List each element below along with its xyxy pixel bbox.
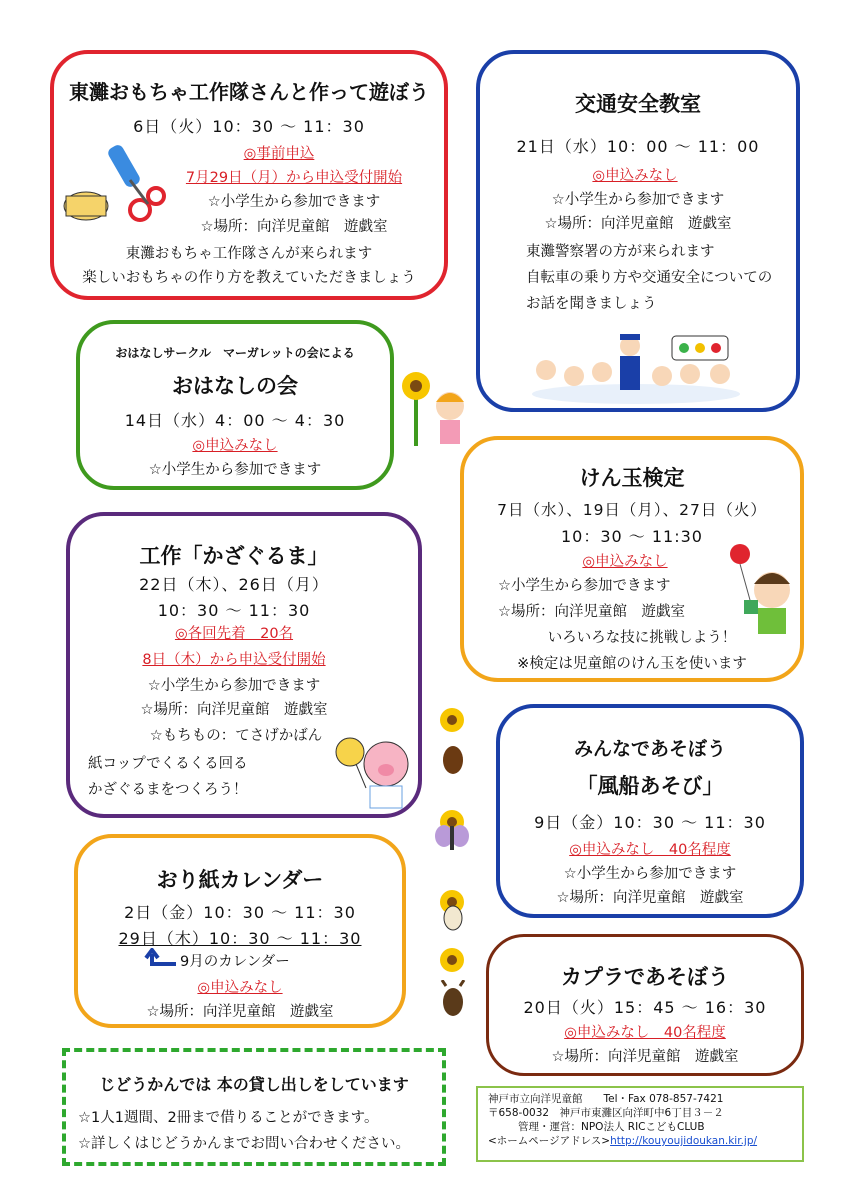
event-subtitle: みんなであそぼう [573, 738, 726, 760]
butterfly-icon [434, 822, 470, 854]
event-title: 工作「かざぐるま」 [139, 544, 329, 568]
address-line: 神戸市立向洋児童館 Tel・Fax 078-857-7421 [488, 1093, 724, 1105]
toy-craft-icon [60, 140, 168, 236]
event-time: 21日（水）10：00 ～ 11：00 [516, 137, 760, 156]
location: ☆場所：向洋児童館 遊戯室 [146, 1004, 334, 1020]
location: ☆場所：向洋児童館 遊戯室 [498, 604, 685, 620]
event-dates: 7日（水）、19日（月）、27日（火） [497, 501, 767, 519]
event-box-kendama [460, 436, 804, 682]
event-time: 10：30 ～ 11:30 [560, 527, 703, 546]
event-time: 20日（火）15：45 ～ 16：30 [523, 998, 767, 1017]
location: ☆場所：向洋児童館 遊戯室 [544, 216, 732, 232]
event-title: おり紙カレンダー [156, 868, 324, 892]
eligibility: ☆小学生から参加できます [207, 194, 381, 210]
eligibility: ☆小学生から参加できます [147, 678, 321, 694]
book-lending-box [62, 1048, 446, 1166]
eligibility: ☆小学生から参加できます [148, 462, 322, 478]
lending-rule: ☆1人1週間、2冊まで借りることができます。 [78, 1110, 379, 1126]
homepage-label: <ホームページアドレス> [488, 1135, 611, 1147]
organizer: おはなしサークル マーガレットの会による [115, 346, 355, 360]
sunflower-girl-icon [398, 366, 478, 448]
homepage-line [488, 1134, 792, 1148]
location: ☆場所：向洋児童館 遊戯室 [200, 219, 388, 235]
event-box-origami-calendar [74, 834, 406, 1028]
lending-contact: ☆詳しくはじどうかんまでお問い合わせください。 [78, 1136, 410, 1152]
kendama-boy-icon [714, 540, 804, 640]
capacity: ◎申込みなし 40名程度 [569, 842, 731, 858]
description: 東灘おもちゃ工作隊さんが来られます [125, 246, 373, 262]
application-note: ◎申込みなし [197, 980, 283, 996]
location: ☆場所：向洋児童館 遊戯室 [556, 890, 744, 906]
capacity: ◎申込みなし 40名程度 [564, 1025, 726, 1041]
event-dates: 22日（木）、26日（月） [139, 575, 329, 594]
event-time: 14日（水）4：00 ～ 4：30 [124, 411, 346, 430]
event-time: 9日（金）10：30 ～ 11：30 [534, 813, 766, 832]
application-note: ◎事前申込 [243, 146, 315, 162]
event-box-balloon-play [496, 704, 804, 918]
description: お話を聞きましょう [526, 296, 657, 312]
beetle-icon [436, 740, 470, 776]
event-title: カプラであそぼう [561, 965, 729, 989]
management-line: 管理・運営：NPO法人 RICこどもCLUB [518, 1121, 705, 1133]
stag-beetle-icon [436, 980, 470, 1020]
description: いろいろな技に挑戦しよう！ [547, 630, 737, 646]
note: ※検定は児童館のけん玉を使います [517, 656, 747, 672]
application-start: 7月29日（月）から申込受付開始 [185, 170, 403, 186]
event-time: 2日（金）10：30 ～ 11：30 [124, 903, 356, 922]
police-class-icon [526, 324, 746, 404]
event-title: 東灘おもちゃ工作隊さんと作って遊ぼう [69, 80, 429, 104]
event-box-toy-craft [50, 50, 448, 300]
application-note: ◎申込みなし [582, 554, 668, 570]
event-box-traffic-safety [476, 50, 800, 412]
homepage-link[interactable]: http://kouyoujidoukan.kir.jp/ [610, 1135, 758, 1147]
eligibility: ☆小学生から参加できます [551, 192, 725, 208]
description: 東灘警察署の方が来られます [526, 244, 715, 260]
event-title: おはなしの会 [172, 374, 298, 398]
event-title: けん玉検定 [579, 466, 685, 490]
event-box-kapla [486, 934, 804, 1076]
belongings: ☆もちもの：てさげかばん [149, 728, 323, 744]
event-time: 6日（火）10：30 ～ 11：30 [133, 117, 365, 136]
description: 楽しいおもちゃの作り方を教えていただきましょう [82, 270, 416, 286]
description: 自転車の乗り方や交通安全についての [526, 270, 773, 286]
stag-beetle-icon [436, 898, 470, 932]
event-title: 交通安全教室 [575, 92, 701, 116]
event-time: 10：30 ～ 11：30 [157, 601, 311, 620]
application-note: ◎申込みなし [592, 168, 678, 184]
bend-arrow-icon [144, 948, 178, 968]
contact-info [476, 1086, 804, 1162]
eligibility: ☆小学生から参加できます [563, 866, 737, 882]
description: 紙コップでくるくる回る [88, 756, 248, 772]
calendar-note: 9月のカレンダー [180, 954, 290, 970]
description: かざぐるまをつくろう！ [88, 782, 248, 798]
location: ☆場所：向洋児童館 遊戯室 [551, 1049, 739, 1065]
address-line: 〒658-0032 神戸市東灘区向洋町中6丁目３－２ [488, 1107, 724, 1119]
event-box-pinwheel-craft [66, 512, 422, 818]
pig-fan-icon [332, 728, 418, 812]
event-time: 29日（木）10：30 ～ 11：30 [118, 929, 362, 948]
event-title: 「風船あそび」 [576, 774, 724, 798]
eligibility: ☆小学生から参加できます [498, 578, 671, 594]
capacity: ◎各回先着 20名 [174, 626, 294, 642]
application-start: 8日（木）から申込受付開始 [142, 652, 326, 668]
event-box-storytelling [76, 320, 394, 490]
application-note: ◎申込みなし [192, 438, 278, 454]
location: ☆場所：向洋児童館 遊戯室 [140, 702, 328, 718]
lending-title: じどうかんでは 本の貸し出しをしています [99, 1075, 409, 1094]
